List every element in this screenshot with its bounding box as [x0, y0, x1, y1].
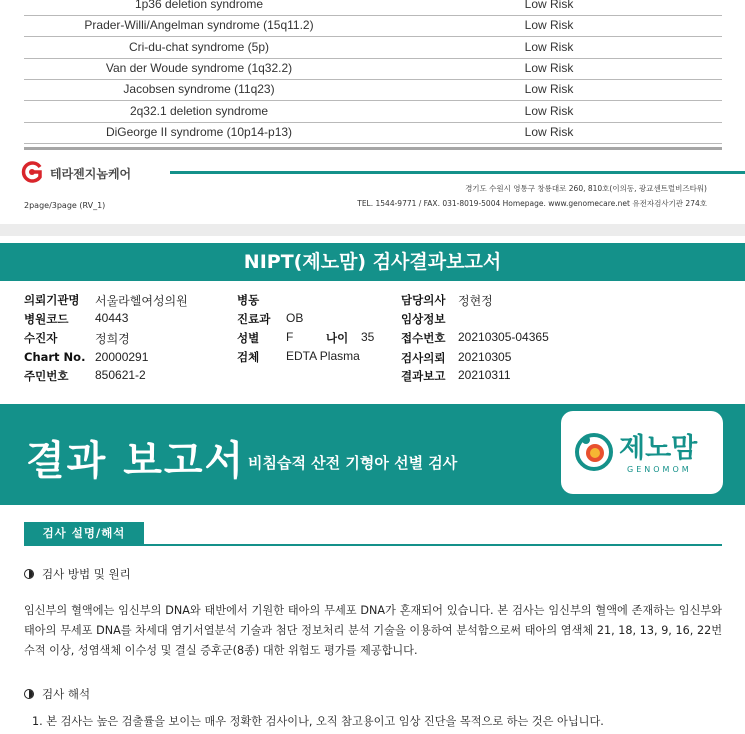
info-label: 병원코드: [24, 312, 69, 326]
info-label: 접수번호: [401, 331, 446, 345]
risk-value: Low Risk: [524, 18, 574, 33]
report-title: NIPT(제노맘) 검사결과보고서: [243, 251, 502, 273]
syndrome-name: 1p36 deletion syndrome: [134, 0, 264, 11]
info-value: 20000291: [95, 350, 149, 364]
interpretation-item-1: 1. 본 검사는 높은 검출률을 보이는 매우 정확한 검사이나, 오직 참고용이고 임상 진단을 목적으로 하는 것은 아닙니다.: [32, 715, 604, 728]
age-value: 35: [361, 330, 375, 344]
company-contact: TEL. 1544-9771 / FAX. 031-8019-5004 Homepage. www.genomecare.net 유전자검사기관 274호: [357, 199, 707, 208]
info-label: 성별: [237, 331, 260, 345]
report-title-band: [0, 243, 745, 281]
risk-value: Low Risk: [524, 39, 574, 54]
section-underline: [24, 544, 722, 546]
risk-value: Low Risk: [524, 103, 574, 118]
syndrome-name: Cri-du-chat syndrome (5p): [128, 39, 270, 54]
syndrome-name: DiGeorge II syndrome (10p14-p13): [105, 124, 293, 139]
table-row: [24, 101, 722, 123]
info-value: 20210305-04365: [458, 330, 549, 344]
table-row: [24, 122, 722, 144]
info-value: 20210311: [458, 368, 511, 382]
info-label: 주민번호: [24, 369, 69, 383]
method-text: 임신부의 혈액에는 임신부의 DNA와 태반에서 기원한 태아의 무세포 DNA가 혼재되어 있습니다. 본 검사는 임신부의 혈액에 존재하는 임신부와 태아의 무세포 DNA를 차세대 염기서열분석 기술과 첨단 정보처리 분석 기술을 이용하여 분석함으로써 태아의 염색체 21, 18, 13, 9, 16, 22번 수적 이상, 성염색체 이수성 및 결실 증후군(8종) 대한 위험도 평가를 제공합니다.: [24, 604, 722, 657]
info-value: 정희경: [95, 332, 130, 346]
info-label: 수진자: [24, 331, 58, 345]
table-row: [24, 0, 722, 16]
interpretation-heading: 검사 해석: [24, 686, 90, 702]
company-name: 테라젠지놈케어: [50, 167, 132, 181]
info-label: 진료과: [237, 312, 271, 326]
info-label: 의뢰기관명: [24, 293, 80, 307]
info-value: 40443: [95, 311, 129, 325]
risk-value: Low Risk: [524, 124, 574, 139]
table-row: [24, 37, 722, 59]
syndrome-name: Prader-Willi/Angelman syndrome (15q11.2): [84, 18, 314, 33]
table-bottom-rule: [24, 147, 722, 150]
info-value: 850621-2: [95, 368, 146, 382]
half-circle-icon: [24, 569, 34, 579]
table-row: [24, 58, 722, 80]
info-value: F: [286, 330, 294, 344]
table-row: [24, 79, 722, 101]
info-label: 검사의뢰: [401, 351, 446, 365]
company-logo-icon: [18, 161, 46, 183]
banner-subtitle: 비침습적 산전 기형아 선별 검사: [248, 454, 458, 472]
result-banner: [0, 404, 745, 505]
genomom-brand-kr: 제노맘: [619, 433, 698, 464]
risk-value: Low Risk: [524, 82, 574, 97]
info-value: 서울라헬여성의원: [95, 294, 188, 308]
section-tab: 검사 설명/해석: [24, 522, 144, 544]
genomom-brand-en: GENOMOM: [627, 465, 692, 474]
age-label: 나이: [326, 331, 349, 345]
syndrome-name: 2q32.1 deletion syndrome: [129, 103, 269, 118]
info-value: EDTA Plasma: [286, 349, 360, 363]
half-circle-icon: [24, 689, 34, 699]
method-heading: 검사 방법 및 원리: [24, 566, 131, 582]
info-label: 병동: [237, 293, 260, 307]
info-label: Chart No.: [24, 350, 86, 364]
info-label: 임상정보: [401, 312, 446, 326]
company-address: 경기도 수원시 영통구 창룡대로 260, 810호(이의동, 광교센트럴비즈타워): [465, 184, 707, 193]
info-label: 결과보고: [401, 369, 446, 383]
info-label: 검체: [237, 350, 260, 364]
info-label: 담당의사: [401, 293, 446, 307]
info-value: 20210305: [458, 350, 512, 364]
table-row: [24, 15, 722, 37]
genomom-logo: [561, 411, 723, 494]
info-value: OB: [286, 311, 304, 325]
risk-value: Low Risk: [524, 60, 574, 75]
footer-accent-line: [170, 171, 745, 174]
page-separator: [0, 224, 745, 236]
banner-title: 결과 보고서: [26, 438, 246, 484]
info-value: 정현정: [458, 294, 493, 308]
genomom-logo-icon: [573, 431, 615, 473]
page-number: 2page/3page (RV_1): [24, 201, 106, 210]
syndrome-name: Van der Woude syndrome (1q32.2): [105, 60, 293, 75]
risk-value: Low Risk: [524, 0, 574, 11]
syndrome-name: Jacobsen syndrome (11q23): [123, 82, 275, 97]
